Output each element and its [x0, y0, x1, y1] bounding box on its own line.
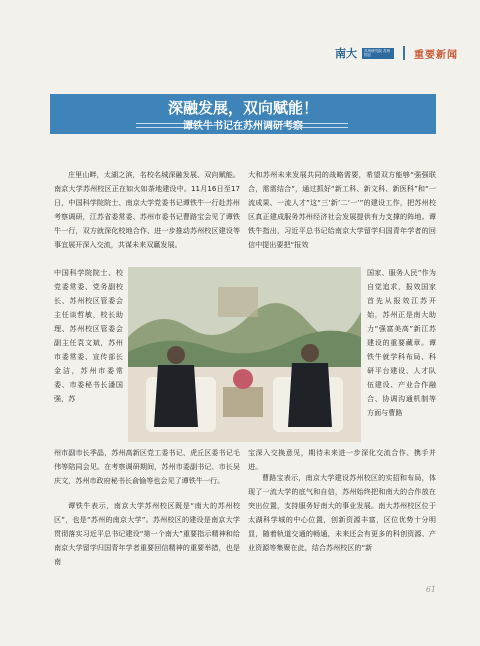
col1-paragraph-1-cont: 州市副市长季晶，苏州高新区党工委书记、虎丘区委书记毛伟等陪同会见。在考察调研期间，苏州市委副书记、市长吴庆文，苏州市政府秘书长俞愉等也会见了谭铁牛一行。: [54, 448, 240, 485]
section-title: 重要新闻: [414, 49, 458, 61]
col2-paragraph-2: 曹路宝表示，南京大学建设苏州校区的实招和布局，体现了一流大学的底气和自信，苏州始终把和南大的合作放在突出位置，支持服务好南大的事业发展。南大苏州校区位于太湖科学城的中心位置，创新资源丰富，区位优势十分明显，随着轨道交通的畅通，未来还会有更多的科创资源、产业资源等集聚在此，结合苏州校区的“新: [248, 473, 436, 552]
col1-paragraph-2: 谭铁牛表示，南京大学苏州校区既是“南大的苏州校区”，也是“苏州的南京大学”。苏州校区的建设是南京大学贯彻落实习近平总书记建设“第一个南大”重要指示精神和给南京大学留学归国青年学者重要回信精神的重要举措，也是南: [54, 501, 240, 566]
subtitle-rule-right: [290, 123, 348, 128]
col1-paragraph-1: 庄里山畔，太湖之滨，名校名城深融发展、双向赋能。南京大学苏州校区正在如火如荼地建设中。11月16日至17日，中国科学院院士、南京大学党委书记谭铁牛一行赴苏州考察调研，江苏省委常委、苏州市委书记曹路宝会见了谭铁牛一行，双方就深化校地合作、进一步推动苏州校区建设等事宜展开深入交流，共谋未来双赢发展。: [54, 170, 240, 249]
brand-logo-sub: 苏州研究院 苏州园区: [362, 48, 394, 59]
article-subtitle: 谭铁牛书记在苏州调研考察: [183, 121, 303, 132]
brand-logo: 南大: [335, 47, 357, 60]
article-title: 深融发展，双向赋能！: [167, 99, 318, 117]
page-number: 61: [425, 585, 436, 594]
col2-wrap-text: 国家、服务人民”作为自觉追求，报效国家首先从报效江苏开始，苏州正是南大助力“强富美高”新江苏建设的重要藏章。谭铁牛就学科布局、科研平台建设、人才队伍建设、产业合作融合、协调沟通机制等方面与曹路: [367, 268, 436, 417]
title-banner: [50, 94, 436, 134]
header-divider: [403, 46, 405, 60]
meeting-photo-illustration: [128, 267, 361, 442]
meeting-photo: [128, 267, 361, 442]
col1-wrap-text: 中国科学院院士、校党委常委、党务副校长、苏州校区管委会主任谈哲敏，校长助理、苏州校区管委会副主任袁文斌，苏州市委常委、宣传部长金洁，苏州市委常委、市委秘书长潘国强，苏: [54, 268, 123, 403]
page-header: [335, 44, 458, 62]
col2-paragraph-1-cont: 宝深入交换意见，期待未来进一步深化交流合作、携手并进。: [248, 448, 436, 471]
col2-paragraph-1: 大和苏州未来发展共同的战略需要，希望双方能够“强强联合，需需结合”，通过抓好“新工科、新文科、新医科”和“一流成果、一流人才”这“三‘新’二‘一’”的建设工作，把苏州校区真正建成服务苏州经济社会发展提供有力支撑的阵地。谭铁牛指出，习近平总书记给南京大学留学归国青年学者的回信中提出要把“报效: [248, 170, 436, 249]
